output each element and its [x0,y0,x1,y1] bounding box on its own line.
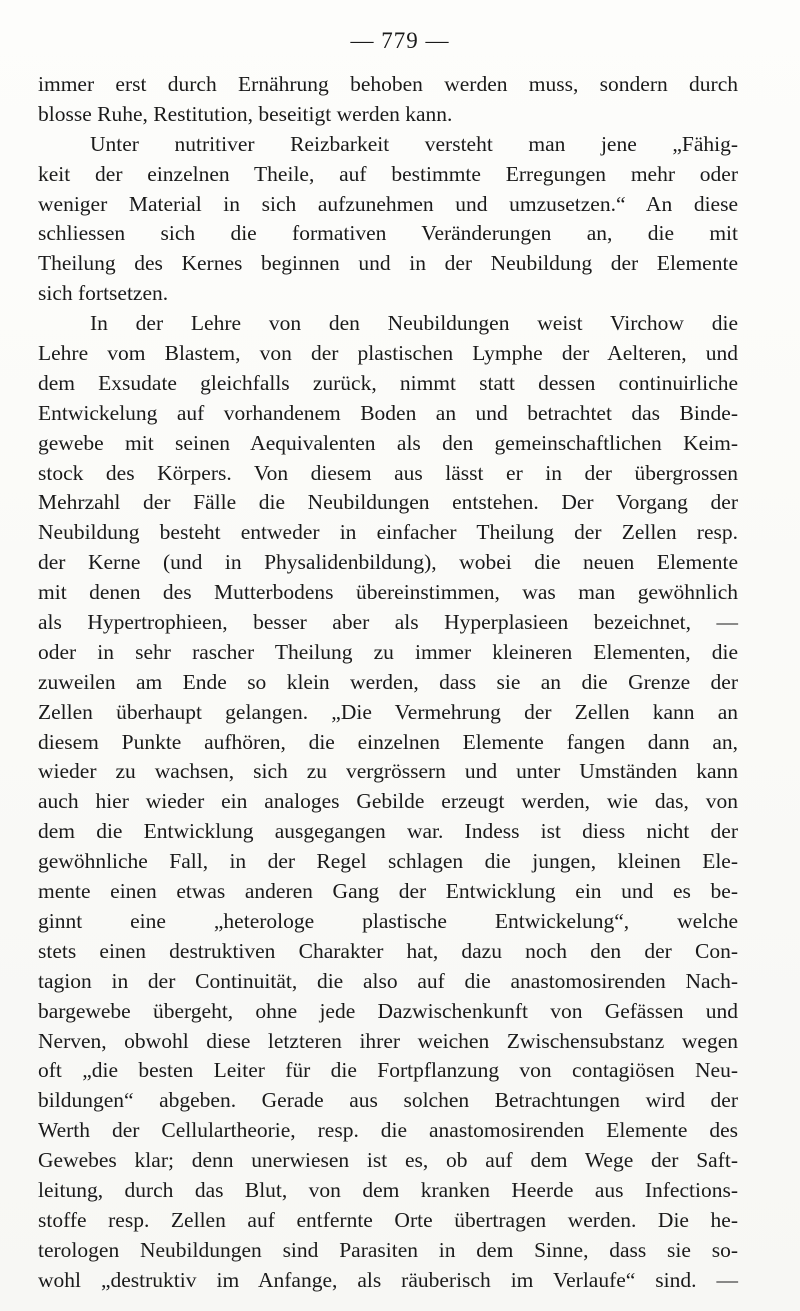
text-line: wieder zu wachsen, sich zu vergrössern und unter Umständen kann [38,759,738,784]
text-line: bildungen“ abgeben. Gerade aus solchen Betrachtungen wird der [38,1088,738,1113]
text-line: oft „die besten Leiter für die Fortpflanzung von contagiösen Neu- [38,1058,738,1083]
text-line: keit der einzelnen Theile, auf bestimmte Erregungen mehr oder [38,161,738,186]
text-line: gewebe mit seinen Aequivalenten als den gemeinschaftlichen Keim- [38,430,738,455]
text-line: Unter nutritiver Reizbarkeit versteht man jene „Fähig- [90,131,738,156]
text-line: terologen Neubildungen sind Parasiten in dem Sinne, dass sie so- [38,1237,738,1262]
text-line: bargewebe übergeht, ohne jede Dazwischenkunft von Gefässen und [38,998,738,1023]
text-line: dem die Entwicklung ausgegangen war. Indess ist diess nicht der [38,819,738,844]
text-line: auch hier wieder ein analoges Gebilde erzeugt werden, wie das, von [38,789,738,814]
text-line: zuweilen am Ende so klein werden, dass sie an die Grenze der [38,669,738,694]
text-line: blosse Ruhe, Restitution, beseitigt werden kann. [38,101,453,126]
text-line: Werth der Cellulartheorie, resp. die anastomosirenden Elemente des [38,1118,738,1143]
text-line: Neubildung besteht entweder in einfacher Theilung der Zellen resp. [38,520,738,545]
text-line: stoffe resp. Zellen auf entfernte Orte übertragen werden. Die he- [38,1207,738,1232]
text-line: ginnt eine „heterologe plastische Entwickelung“, welche [38,908,738,933]
text-line: Nerven, obwohl diese letzteren ihrer weichen Zwischensubstanz wegen [38,1028,738,1053]
text-line: Gewebes klar; denn unerwiesen ist es, ob auf dem Wege der Saft- [38,1148,738,1173]
text-line: immer erst durch Ernährung behoben werden muss, sondern durch [38,72,738,96]
text-line: Entwickelung auf vorhandenem Boden an und betrachtet das Binde- [38,400,738,425]
text-line: tagion in der Continuität, die also auf die anastomosirenden Nach- [38,968,738,993]
page-number: — 779 — [350,28,450,53]
text-line: schliessen sich die formativen Veränderungen an, die mit [38,221,738,246]
text-line: Zellen überhaupt gelangen. „Die Vermehrung der Zellen kann an [38,699,738,724]
text-line: gewöhnliche Fall, in der Regel schlagen die jungen, kleinen Ele- [38,849,738,874]
text-line: stets einen destruktiven Charakter hat, dazu noch den der Con- [38,938,738,963]
text-line: mit denen des Mutterbodens übereinstimmen, was man gewöhnlich [38,580,738,605]
text-line: Theilung des Kernes beginnen und in der Neubildung der Elemente [38,251,738,276]
text-line: wohl „destruktiv im Anfange, als räuberisch im Verlaufe“ sind. — [38,1267,738,1292]
text-line: als Hypertrophieen, besser aber als Hyperplasieen bezeichnet, — [38,610,738,635]
text-line: mente einen etwas anderen Gang der Entwicklung ein und es be- [38,879,738,904]
text-line: In der Lehre von den Neubildungen weist Virchow die [90,311,738,336]
text-line: oder in sehr rascher Theilung zu immer kleineren Elementen, die [38,639,738,664]
text-line: dem Exsudate gleichfalls zurück, nimmt statt dessen continuirliche [38,370,738,395]
text-line: der Kerne (und in Physalidenbildung), wobei die neuen Elemente [38,550,738,575]
text-line: leitung, durch das Blut, von dem kranken Heerde aus Infections- [38,1177,738,1202]
text-line: Mehrzahl der Fälle die Neubildungen entstehen. Der Vorgang der [38,490,738,515]
text-line: stock des Körpers. Von diesem aus lässt er in der übergrossen [38,460,738,485]
text-line: diesem Punkte aufhören, die einzelnen Elemente fangen dann an, [38,729,738,754]
body-text [38,70,738,1296]
text-line: weniger Material in sich aufzunehmen und umzusetzen.“ An diese [38,191,738,216]
text-line: Lehre vom Blastem, von der plastischen Lymphe der Aelteren, und [38,341,738,366]
text-line: sich fortsetzen. [38,281,169,306]
